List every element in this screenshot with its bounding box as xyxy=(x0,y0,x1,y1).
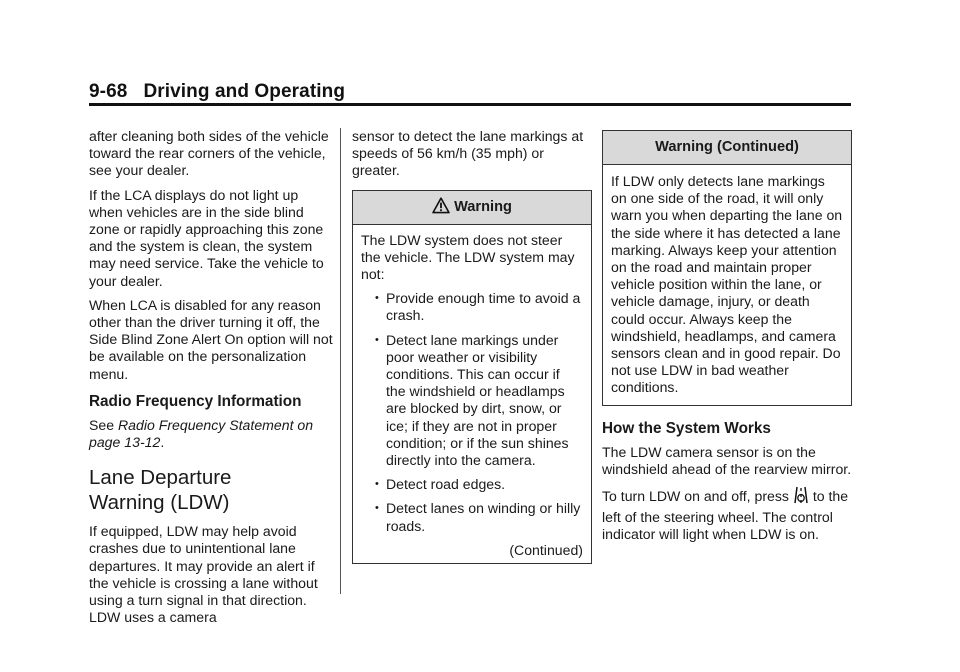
paragraph: If LDW only detects lane markings on one side of the road, it will only warn you when departing the lane on the side where it has detected a lane marking. Always keep your attention on the road and maintain proper vehicle position within the lane, or vehicle damage, injury, or death could occur. Always keep the windshield, headlamps, and camera sensors clean and in good repair. Do not use LDW in bad weather conditions. xyxy=(611,173,843,396)
text-before-icon: To turn LDW on and off, press xyxy=(602,488,789,505)
warning-box xyxy=(352,190,592,564)
column-2 xyxy=(352,128,592,564)
list-item: • Detect lanes on winding or hilly roads. xyxy=(375,500,581,534)
section-title: Driving and Operating xyxy=(143,81,346,102)
bullet-icon: • xyxy=(375,478,379,491)
ldw-button-paragraph xyxy=(602,485,852,544)
bullet-icon: • xyxy=(375,292,379,305)
warning-continued-body xyxy=(603,165,851,405)
lane-departure-button-icon xyxy=(794,485,808,509)
page-number: 9-68 xyxy=(89,81,128,102)
how-system-works-heading: How the System Works xyxy=(602,419,771,437)
list-item: • Detect road edges. xyxy=(375,476,506,493)
warning-body xyxy=(353,225,591,563)
paragraph: sensor to detect the lane markings at speeds of 56 km/h (35 mph) or greater. xyxy=(352,128,584,179)
bullet-icon: • xyxy=(375,333,379,346)
warning-title-text: Warning xyxy=(454,198,512,215)
paragraph: When LCA is disabled for any reason other than the driver turning it off, the Side Blind Zone Alert On option will not be available on the personalization menu. xyxy=(89,296,333,382)
page-header xyxy=(89,81,345,103)
continued-label: (Continued) xyxy=(509,541,583,558)
radio-frequency-paragraph xyxy=(89,417,334,451)
column-divider xyxy=(340,128,341,594)
warning-triangle-icon xyxy=(432,194,450,227)
list-item: • Detect lane markings under poor weather or visibility conditions. This can occur if the windshield or headlamps are blocked by dirt, snow, or ice; if they are not in proper condition; or if the sun shines directly into the camera. xyxy=(375,331,569,469)
see-text: See xyxy=(89,416,115,433)
warning-title xyxy=(353,191,591,225)
warning-list xyxy=(361,290,583,535)
radio-frequency-link[interactable]: Radio Frequency Statement on page 13-12 xyxy=(89,416,314,451)
warning-continued-title: Warning (Continued) xyxy=(603,131,851,165)
list-item: • Provide enough time to avoid a crash. xyxy=(375,290,581,324)
warning-intro: The LDW system does not steer the vehicle. The LDW system may not: xyxy=(361,231,575,283)
header-rule xyxy=(89,103,851,106)
text-after-icon: to the left of the steering wheel. The control indicator will light when LDW is on. xyxy=(602,488,849,543)
ldw-heading xyxy=(89,465,334,515)
radio-frequency-heading: Radio Frequency Information xyxy=(89,392,302,410)
period: . xyxy=(160,434,165,451)
paragraph: The LDW camera sensor is on the windshield ahead of the rearview mirror. xyxy=(602,443,852,477)
column-1 xyxy=(89,128,334,633)
bullet-icon: • xyxy=(375,502,379,515)
column-3 xyxy=(602,128,852,551)
paragraph: If equipped, LDW may help avoid crashes due to unintentional lane departures. It may provide an alert if the vehicle is crossing a lane without using a turn signal in that direction. LDW uses a camera xyxy=(89,523,318,626)
warning-continued-box xyxy=(602,130,852,406)
paragraph: after cleaning both sides of the vehicle toward the rear corners of the vehicle, see your dealer. xyxy=(89,128,329,179)
paragraph: If the LCA displays do not light up when vehicles are in the side blind zone or rapidly approaching this zone and the system is clean, the system may need service. Take the vehicle to your dealer. xyxy=(89,186,324,289)
ldw-heading-line1: Lane Departure xyxy=(89,466,232,490)
ldw-heading-line2: Warning (LDW) xyxy=(89,491,230,515)
